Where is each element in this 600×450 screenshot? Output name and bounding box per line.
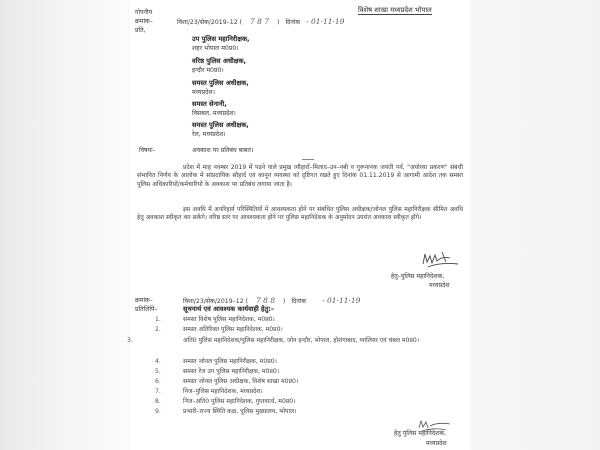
- body-paragraph-1: प्रदेश में माह नवम्बर 2019 में पड़ने वाले प्रमुख त्यौहारों–मिलाद–उन–नबी व गुरूनानक जयंती पर्व, "अयोध्या प्रकरण" संबंधी संभावित निर्णय के आलोक में सांप्रदायिक सौहार्द एवं कानून व्यवस्था को दृष्टिगत रखते हुए दिनांक 01.11.2019 से आगामी आदेश तक समस्त पुलिस अधिकारियों/कर्मचारियों के अवकाश पर प्रतिबंध लगाया जाता है।: [137, 164, 463, 188]
- signature-2-state: मध्यप्रदेश: [426, 440, 447, 447]
- addressee-place: शहर भोपाल म0प्र0।: [192, 45, 239, 52]
- addressee-place: मध्यप्रदेश।: [192, 89, 215, 96]
- list-item: 7. निज–पुलिस महानिदेशक, मध्यप्रदेश।: [155, 388, 263, 395]
- addressee-place: इन्दौर म0प्र0।: [192, 67, 224, 74]
- copy-date-label: दिनांक: [291, 298, 307, 305]
- signature-2-designation: हेतु पुलिस महानिदेशक,: [394, 430, 447, 437]
- ref-handwritten-number: 7 8 7: [249, 17, 270, 26]
- addressee-title: वरिष्ठ पुलिस अधीक्षक,: [192, 57, 247, 65]
- copy-ref-line: विशा/23/सेक/2019–12 ( 7 8 8 ) दिनांक - 01·11·19: [183, 296, 361, 305]
- addressee-title: समस्त पुलिस अधीक्षक,: [192, 79, 249, 87]
- list-item: 2. समस्त अतिरिक्त पुलिस महानिदेशक, म0प्र0।: [155, 326, 283, 333]
- office-heading: विशेष शाखा मध्यप्रदेश भोपाल: [358, 6, 432, 14]
- list-item: 3. अति0 पुलिस महानिदेशक/पुलिस महानिरीक्षक, जोन इन्दौर, भोपाल, होशंगाबाद, ग्वालियर एवं चंबल म0प्र0।: [127, 337, 420, 344]
- copy-date-value: - 01·11·19: [322, 296, 361, 305]
- ref-line: विशा/23/सेक/2019–12 ( 7 8 7 ) दिनांक - 01·11·19: [177, 17, 345, 26]
- copy-ref-label: क्रमांक–: [135, 297, 153, 304]
- addressee-title: समस्त सेनानी,: [192, 100, 227, 108]
- list-item: 9. प्रभारी–राज्य स्थिति कक्ष, पुलिस मुख्यालय, भोपाल।: [155, 408, 297, 415]
- divider: [302, 159, 314, 160]
- addressee-title: उप पुलिस महानिरीक्षक,: [192, 35, 250, 43]
- list-item: 8. निज–अति0 पुलिस महानिदेशक, गुप्तवार्ता, म0प्र0।: [155, 398, 296, 405]
- date-value: - 01·11·19: [306, 17, 345, 26]
- to-label: प्रति,: [135, 27, 146, 34]
- document-page: [129, 0, 470, 450]
- copy-ref-number: विशा/23/सेक/2019–12 (: [183, 298, 249, 305]
- list-item: 6. समस्त जोनल पुलिस अधीक्षक, विशेष शाखा म0प्र0।: [155, 378, 299, 385]
- signature-1-designation: हेतु–पुलिस महानिदेशक,: [391, 273, 445, 280]
- addressee-title: समस्त पुलिस अधीक्षक,: [192, 121, 249, 129]
- copy-ref-handwritten-number: 7 8 8: [255, 296, 276, 305]
- signature-1-state: मध्यप्रदेश: [429, 282, 450, 289]
- date-label: दिनांक: [285, 19, 301, 26]
- subject-label: विषयः–: [139, 147, 156, 154]
- classification-label: गोपनीय: [135, 9, 153, 16]
- list-item: 4. समस्त जोनल पुलिस महानिरीक्षक, म0प्र0।: [155, 358, 277, 365]
- addressee-place: विसबल, मध्यप्रदेश।: [192, 110, 236, 117]
- copy-purpose: सूचनार्थ एवं आवश्यक कार्यवाही हेतु:–: [183, 305, 275, 313]
- ref-label: क्रमांक–: [135, 18, 153, 25]
- body-paragraph-2: इस अवधि में अपरिहार्य परिस्थितियों में आवश्यकता होने पर संबंधित पुलिस अधीक्षक/जोनल पुलिस महानिरीक्षक सीमित अवधि हेतु अवकाश स्वीकृत कर सकेंगे। वरिष्ठ स्तर पर आवश्यकता होने पर पुलिस महानिदेशक के अनुमोदन उपरांत अवकाश स्वीकृत होंगे।: [137, 206, 463, 222]
- subject-text: अवकाश पर प्रतिबंध बाबत।: [192, 147, 254, 154]
- list-item: 5. समस्त रेंज उप पुलिस महानिरीक्षक, म0प्र0।: [155, 368, 280, 375]
- addressee-place: रेल, मध्यप्रदेश।: [192, 131, 226, 138]
- ref-number: विशा/23/सेक/2019–12 (: [177, 19, 243, 26]
- list-item: 1. समस्त विशेष पुलिस महानिदेशक, म0प्र0।: [155, 316, 275, 323]
- signature-mark: [420, 250, 460, 272]
- copy-label: प्रतिलिपि–: [135, 306, 158, 313]
